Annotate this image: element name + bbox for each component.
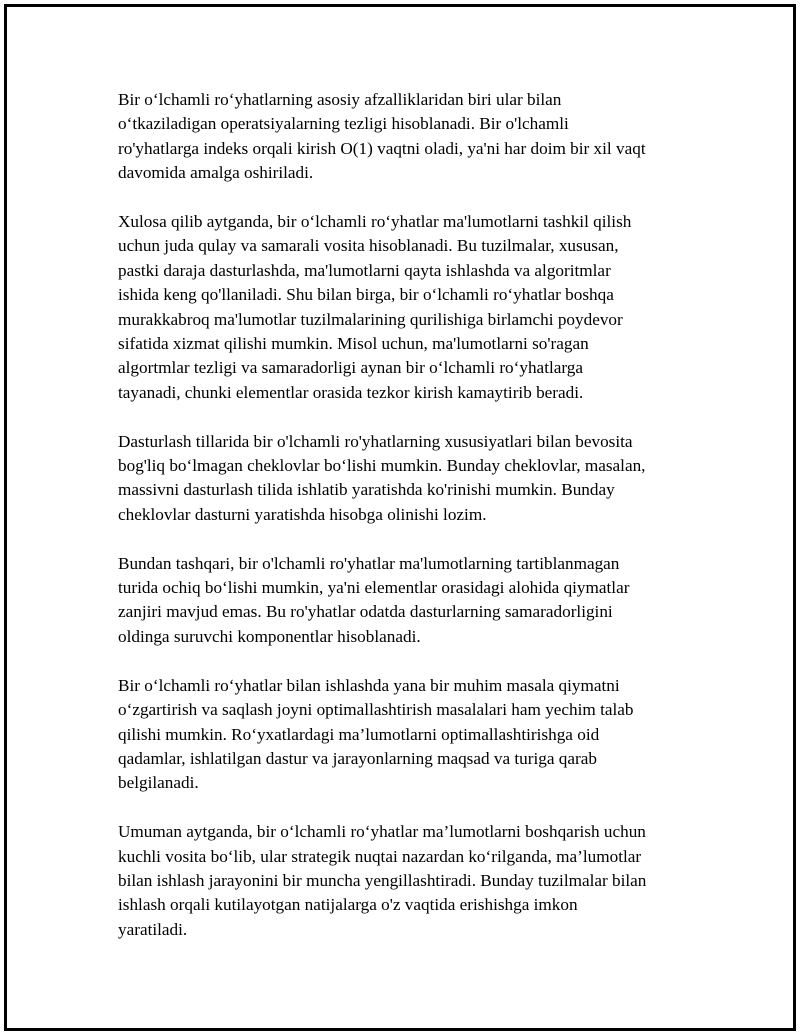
paragraph-5: [118, 674, 698, 796]
text-line: algortmlar tezligi va samaradorligi aynan bir o‘lchamli ro‘yhatlarga: [118, 358, 584, 378]
text-line: uchun juda qulay va samarali vosita hisoblanadi. Bu tuzilmalar, xususan,: [118, 236, 619, 256]
text-line: ro'yhatlarga indeks orqali kirish O(1) vaqtni oladi, ya'ni har doim bir xil vaqt: [118, 138, 646, 158]
text-line: tayanadi, chunki elementlar orasida tezkor kirish kamaytirib beradi.: [118, 382, 584, 402]
paragraph-4: [118, 552, 698, 650]
paragraph-2: [118, 210, 698, 405]
text-line: Dasturlash tillarida bir o'lchamli ro'yhatlarning xususiyatlari bilan bevosita: [118, 431, 633, 451]
text-line: Xulosa qilib aytganda, bir o‘lchamli ro‘yhatlar ma'lumotlarni tashkil qilish: [118, 212, 632, 232]
text-line: Umuman aytganda, bir o‘lchamli ro‘yhatlar ma’lumotlarni boshqarish uchun: [118, 822, 646, 842]
text-line: Bir o‘lchamli ro‘yhatlar bilan ishlashda yana bir muhim masala qiymatni: [118, 675, 620, 695]
text-line: Bundan tashqari, bir o'lchamli ro'yhatlar ma'lumotlarning tartiblanmagan: [118, 553, 620, 573]
paragraph-1: [118, 88, 698, 186]
text-line: Bir o‘lchamli ro‘yhatlarning asosiy afzalliklaridan biri ular bilan: [118, 90, 562, 109]
text-line: zanjiri mavjud emas. Bu ro'yhatlar odatda dasturlarning samaradorligini: [118, 602, 613, 622]
text-line: davomida amalga oshiriladi.: [118, 163, 314, 183]
text-line: belgilanadi.: [118, 773, 199, 793]
text-line: massivni dasturlash tilida ishlatib yaratishda ko'rinishi mumkin. Bunday: [118, 480, 615, 500]
text-line: ishida keng qo'llaniladi. Shu bilan birga, bir o‘lchamli ro‘yhatlar boshqa: [118, 285, 614, 305]
text-line: cheklovlar dasturni yaratishda hisobga olinishi lozim.: [118, 504, 487, 524]
text-line: oldinga suruvchi komponentlar hisoblanadi.: [118, 626, 421, 646]
text-line: o‘tkaziladigan operatsiyalarning tezligi hisoblanadi. Bir o'lchamli: [118, 114, 569, 134]
text-line: qadamlar, ishlatilgan dastur va jarayonlarning maqsad va turiga qarab: [118, 748, 597, 768]
text-line: qilishi mumkin. Ro‘yxatlardagi ma’lumotlarni optimallashtirishga oid: [118, 724, 600, 744]
text-line: yaratiladi.: [118, 919, 188, 939]
paragraph-6: [118, 820, 698, 942]
text-line: sifatida xizmat qilishi mumkin. Misol uchun, ma'lumotlarni so'ragan: [118, 334, 589, 354]
text-line: kuchli vosita bo‘lib, ular strategik nuqtai nazardan ko‘rilganda, ma’lumotlar: [118, 846, 642, 866]
text-line: murakkabroq ma'lumotlar tuzilmalarining qurilishiga birlamchi poydevor: [118, 309, 623, 329]
text-line: pastki daraja dasturlashda, ma'lumotlarni qayta ishlashda va algoritmlar: [118, 260, 611, 280]
text-line: turida ochiq bo‘lishi mumkin, ya'ni elementlar orasidagi alohida qiymatlar: [118, 578, 630, 598]
text-line: bilan ishlash jarayonini bir muncha yengillashtiradi. Bunday tuzilmalar bilan: [118, 870, 647, 890]
paragraph-3: [118, 430, 698, 528]
text-line: ishlash orqali kutilayotgan natijalarga o'z vaqtida erishishga imkon: [118, 895, 578, 915]
document-body: [118, 88, 698, 967]
text-line: o‘zgartirish va saqlash joyni optimallashtirish masalalari ham yechim talab: [118, 700, 634, 720]
text-line: bog'liq bo‘lmagan cheklovlar bo‘lishi mumkin. Bunday cheklovlar, masalan,: [118, 456, 646, 476]
